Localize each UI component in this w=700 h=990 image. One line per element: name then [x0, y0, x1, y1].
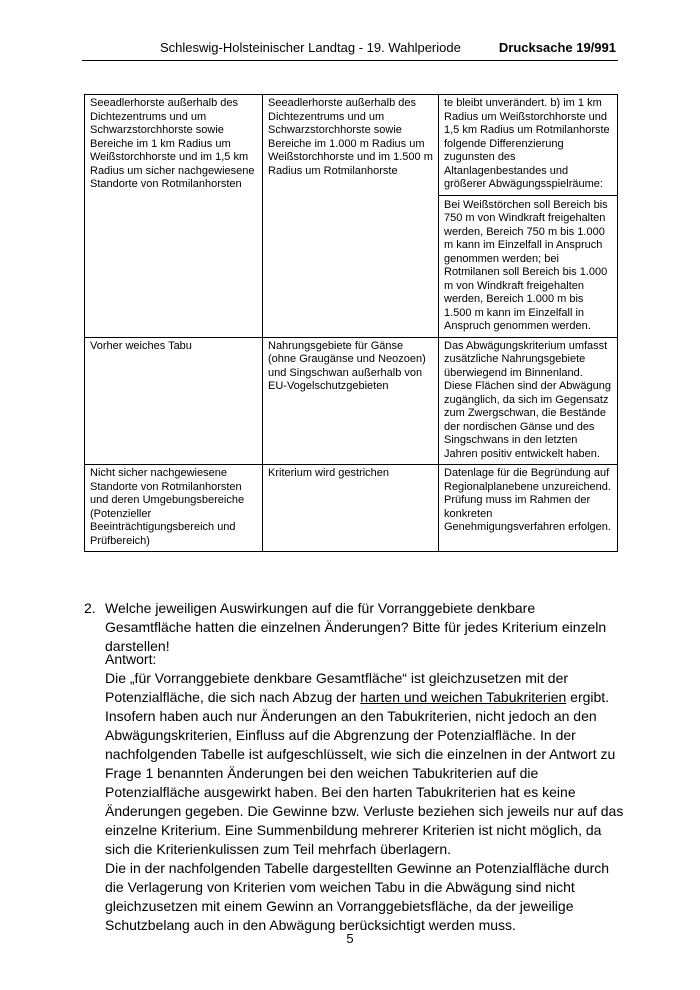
answer-label: Antwort:: [105, 651, 157, 667]
question-number: 2.: [84, 600, 96, 616]
question-text: Welche jeweiligen Auswirkungen auf die für Vorranggebiete denkbare Gesamtfläche hatten die einzelnen Änderungen? Bitte für jedes Kriterium einzeln darstellen!: [105, 600, 607, 654]
table-row: [85, 465, 618, 552]
answer-paragraph-2: Die in der nachfolgenden Tabelle dargestellten Gewinne an Potenzialfläche durch die Verlagerung von Kriterien vom weichen Tabu in die Abwägung sind nicht gleichzusetzen mit einem Gewinn an Vorranggebietsfläche, da der jeweilige Schutzbelang auch in den Abwägung berücksichtigt werden muss.: [105, 860, 610, 933]
table-cell: [439, 95, 618, 338]
table-cell-text: te bleibt unverändert. b) im 1 km Radius um Weißstorchhorste und 1,5 km Radius um Rotmilanhorste folgende Differenzierung zugunsten des Altanlagenbestandes und größerer Abwägungsspielräume:: [444, 97, 610, 190]
table-row: [85, 95, 618, 338]
table-cell: Das Abwägungskriterium umfasst zusätzliche Nahrungsgebiete überwiegend im Binnenland. Diese Flächen sind der Abwägung zugänglich, da sich im Gegensatz zum Zwergschwan, die Bestände der nordischen Gänse und des Singschwans in den letzten Jahren positiv entwickelt haben.: [439, 337, 618, 465]
question-2: [84, 599, 624, 656]
table-cell: Seeadlerhorste außerhalb des Dichtezentrums und um Schwarzstorchhorste sowie Bereiche im 1 km Radius um Weißstorchhorste und im 1,5 km Radius um sicher nachgewiesene Standorte von Rotmilanhorsten: [85, 95, 263, 338]
criteria-table: [84, 94, 618, 552]
table-row: [85, 337, 618, 465]
table-cell-subparagraph: Bei Weißstörchen soll Bereich bis 750 m von Windkraft freigehalten werden, Bereich 750 m bis 1.000 m kann im Einzelfall in Anspruch genommen werden; bei Rotmilanen soll Bereich bis 1.000 m von Windkraft freigehalten werden, Bereich 1.000 m bis 1.500 m kann im Einzelfall in Anspruch genommen werden.: [439, 195, 617, 334]
page-number: 5: [346, 931, 354, 946]
table-cell: Nicht sicher nachgewiesene Standorte von Rotmilanhorsten und deren Umgebungsbereiche (Potenzieller Beeinträchtigungsbereich und Prüfbereich): [85, 465, 263, 552]
tabukriterien-link[interactable]: harten und weichen Tabukriterien: [360, 689, 567, 705]
table-cell: Nahrungsgebiete für Gänse (ohne Graugänse und Neozoen) und Singschwan außerhalb von EU-Vogelschutzgebieten: [263, 337, 439, 465]
answer-p1-before: Die „für Vorranggebiete denkbare Gesamtfläche“ ist gleichzusetzen mit der Potenzialfläche, die sich nach Abzug der: [105, 670, 569, 705]
table-cell: Datenlage für die Begründung auf Regionalplanebene unzureichend. Prüfung muss im Rahmen der konkreten Genehmigungsverfahren erfolgen.: [439, 465, 618, 552]
table-cell: Seeadlerhorste außerhalb des Dichtezentrums und um Schwarzstorchhorste sowie Bereiche im 1.000 m Radius um Weißstorchhorste und im 1.500 m Radius um Rotmilanhorste: [263, 95, 439, 338]
answer-p1-after: ergibt. Insofern haben auch nur Änderungen an den Tabukriterien, nicht jedoch an den Abwägungskriterien, Einfluss auf die Abgrenzung der Potenzialfläche. In der nachfolgenden Tabelle ist aufgeschlüsselt, wie sich die einzelnen in der Antwort zu Frage 1 benannten Änderungen bei den weichen Tabukriterien auf die Potenzialfläche ausgewirkt haben. Bei den harten Tabukriterien hat es keine Änderungen gegeben. Die Gewinne bzw. Verluste beziehen sich jeweils nur auf das einzelne Kriterium. Eine Summenbildung mehrerer Kriterien ist nicht möglich, da sich die Kriterienkulissen zum Teil mehrfach überlagern.: [105, 689, 624, 857]
header-doc-number: Drucksache 19/991: [498, 40, 616, 55]
answer-paragraph-1: [105, 669, 625, 859]
page-header: [82, 38, 618, 61]
answer-block: [105, 650, 625, 935]
header-title: Schleswig-Holsteinischer Landtag - 19. Wahlperiode: [160, 40, 461, 55]
table-cell: Vorher weiches Tabu: [85, 337, 263, 465]
table-cell: Kriterium wird gestrichen: [263, 465, 439, 552]
